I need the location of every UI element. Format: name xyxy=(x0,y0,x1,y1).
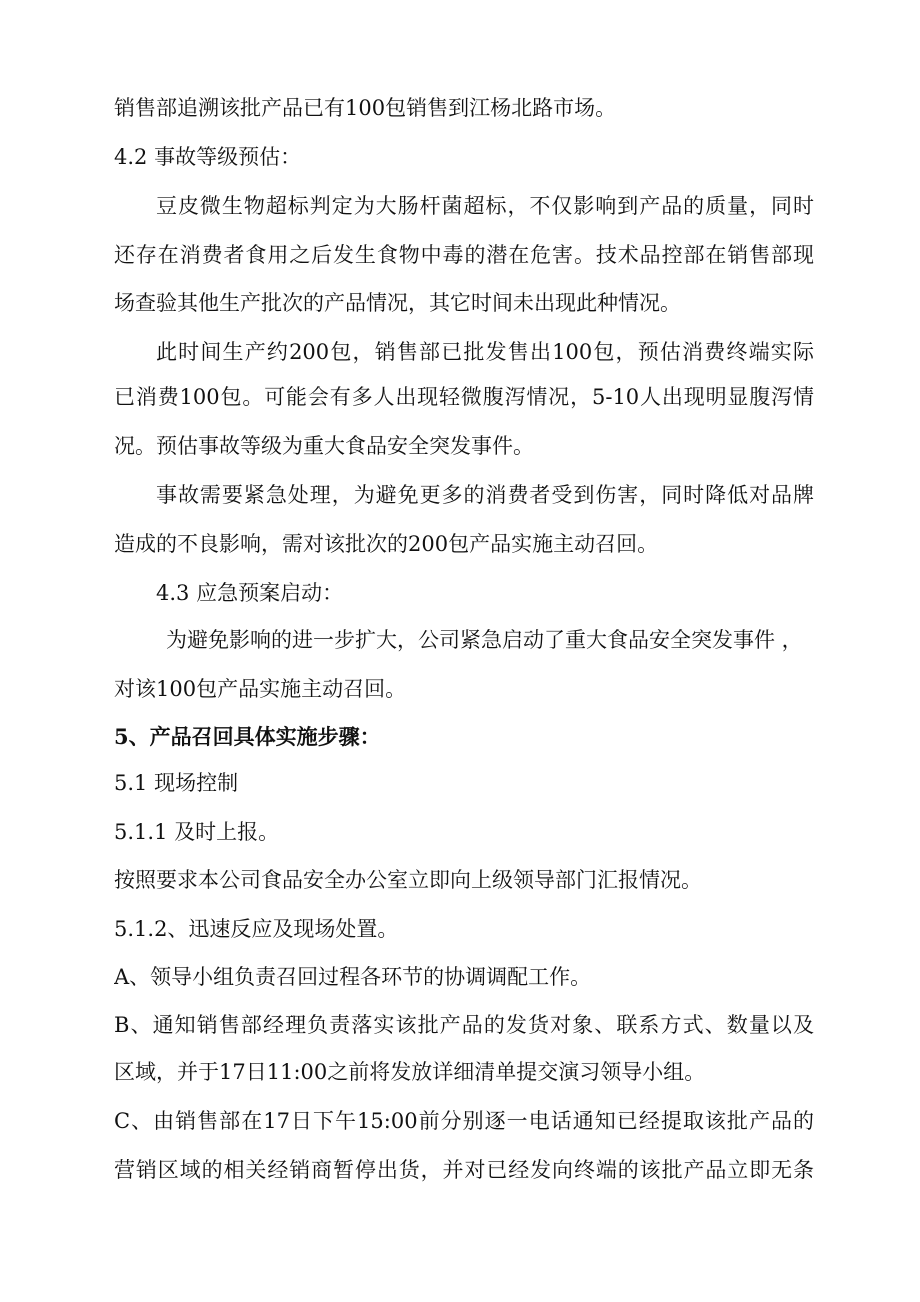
paragraph-line: 按照要求本公司食品安全办公室立即向上级领导部门汇报情况。 xyxy=(114,868,702,892)
paragraph-line: 豆皮微生物超标判定为大肠杆菌超标，不仅影响到产品的质量，同时 xyxy=(156,194,814,218)
paragraph-line: 造成的不良影响，需对该批次的200包产品实施主动召回。 xyxy=(114,532,659,556)
list-item-b: B、通知销售部经理负责落实该批产品的发货对象、联系方式、数量以及 xyxy=(114,1013,814,1037)
list-item-a: A、领导小组负责召回过程各环节的协调调配工作。 xyxy=(114,965,592,989)
list-item-c: C、由销售部在17日下午15:00前分别逐一电话通知已经提取该批产品的 xyxy=(114,1109,814,1133)
paragraph-line: 已消费100包。可能会有多人出现轻微腹泻情况，5-10人出现明显腹泻情 xyxy=(114,385,814,409)
paragraph-line: 区域，并于17日11:00之前将发放详细清单提交演习领导小组。 xyxy=(114,1060,706,1084)
paragraph-line: 销售部追溯该批产品已有100包销售到江杨北路市场。 xyxy=(114,96,617,120)
paragraph-line: 营销区域的相关经销商暂停出货，并对已经发向终端的该批产品立即无条 xyxy=(114,1158,814,1182)
section-heading-5-1-2: 5.1.2、迅速反应及现场处置。 xyxy=(114,917,399,941)
paragraph-line: 场查验其他生产批次的产品情况，其它时间未出现此种情况。 xyxy=(114,291,681,315)
paragraph-line: 还存在消费者食用之后发生食物中毒的潜在危害。技术品控部在销售部现 xyxy=(114,243,814,267)
paragraph-line: 此时间生产约200包，销售部已批发售出100包，预估消费终端实际 xyxy=(156,340,814,364)
paragraph-line: 为避免影响的进一步扩大，公司紧急启动了重大食品安全突发事件 ， xyxy=(166,628,803,652)
section-heading-5-1-1: 5.1.1 及时上报。 xyxy=(114,820,280,844)
section-heading-4-2: 4.2 事故等级预估： xyxy=(114,145,302,169)
paragraph-line: 对该100包产品实施主动召回。 xyxy=(114,677,407,701)
paragraph-line: 事故需要紧急处理，为避免更多的消费者受到伤害，同时降低对品牌 xyxy=(156,483,814,507)
paragraph-line: 况。预估事故等级为重大食品安全突发事件。 xyxy=(114,434,534,458)
section-heading-5: 5、产品召回具体实施步骤： xyxy=(114,724,381,749)
section-heading-4-3: 4.3 应急预案启动： xyxy=(156,581,344,605)
section-heading-5-1: 5.1 现场控制 xyxy=(114,771,239,795)
